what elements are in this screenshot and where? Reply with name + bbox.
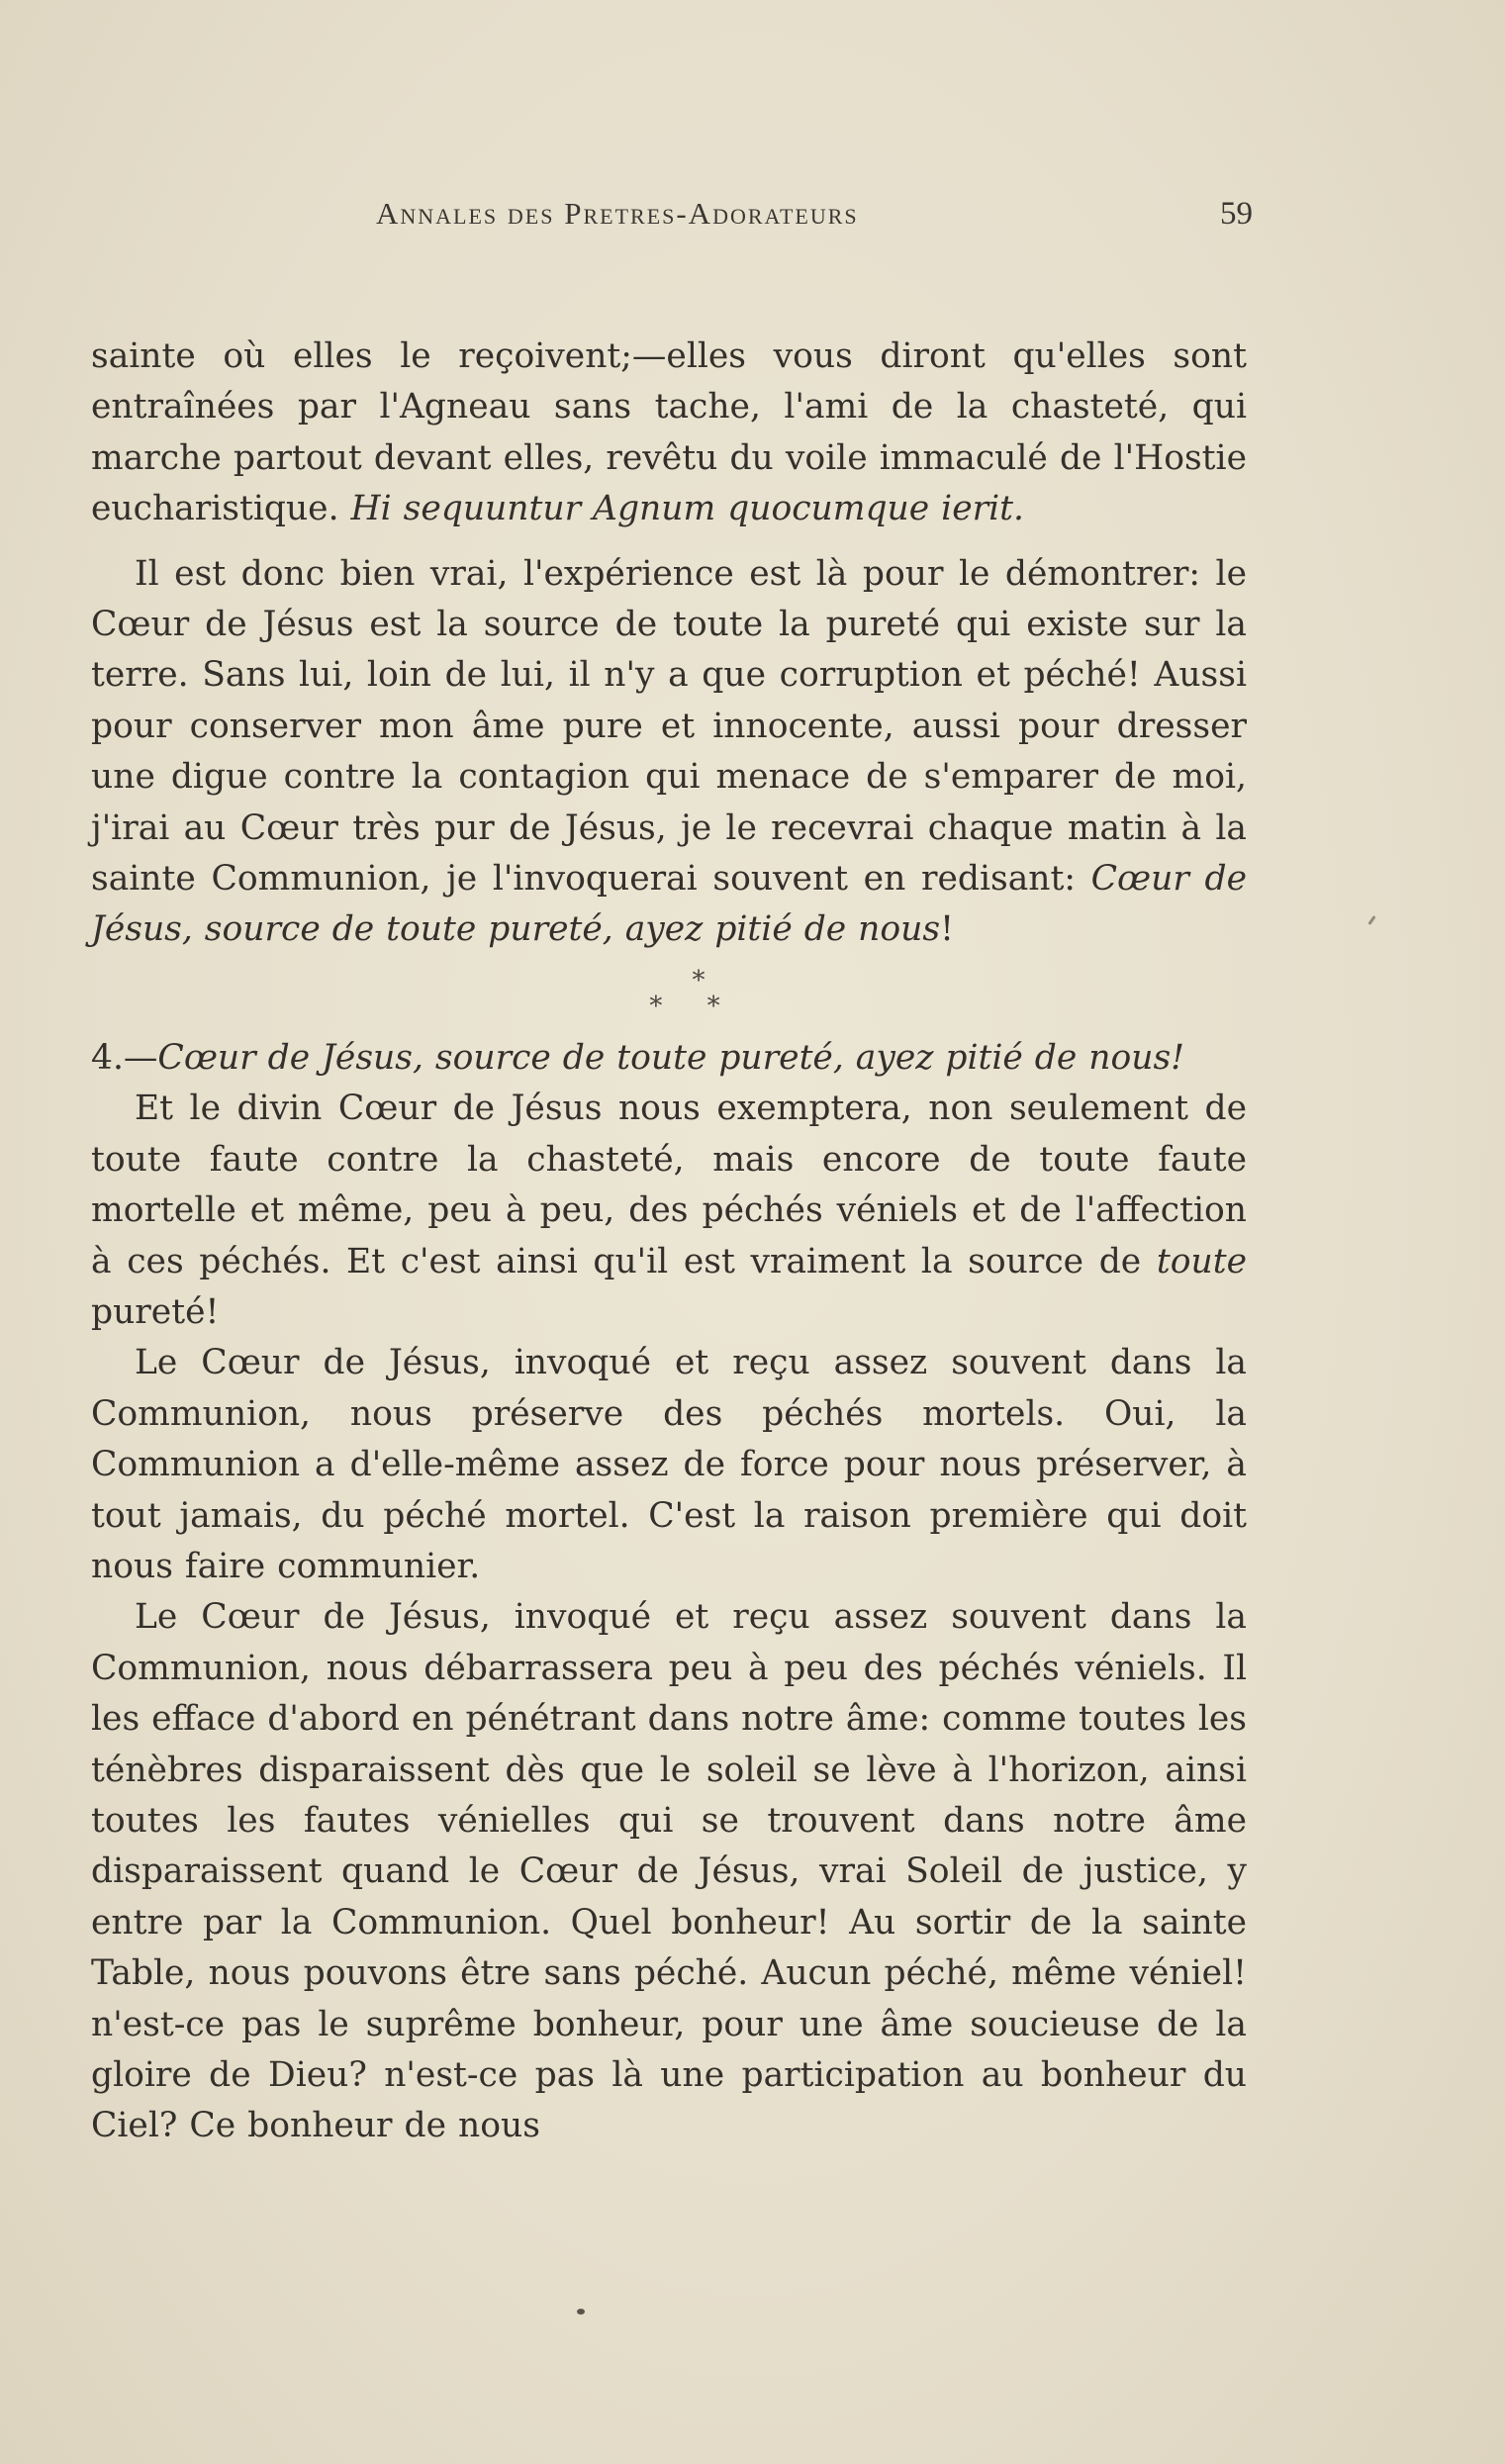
paragraph-5 [91, 1592, 1247, 2151]
section-separator [91, 965, 1247, 1021]
invocation: Cœur de Jésus, source de toute pureté, ayez pitié de nous [91, 859, 1247, 950]
ink-speck [577, 2309, 585, 2315]
latin-quote: Hi sequuntur Agnum quocumque ierit. [350, 489, 1024, 529]
page-body [91, 332, 1247, 2152]
paragraph-3-text-b: pureté! [91, 1291, 220, 1332]
invocation-end: ! [940, 909, 954, 950]
paragraph-5-text: Le Cœur de Jésus, invoqué et reçu assez souvent dans la Communion, nous débarrassera peu à peu des péchés véniels. Il les efface d'abord en pénétrant dans notre âme: comme toutes les ténèbres disparaissent dès que le soleil se lève à l'horizon, ainsi toutes les fautes vénielles qui se trouvent dans notre âme disparaissent quand le Cœur de Jésus, vrai Soleil de justice, y entre par la Communion. Quel bonheur! Au sortir de la sainte Table, nous pouvons être sans péché. Aucun péché, même véniel! n'est-ce pas le suprême bonheur, pour une âme soucieuse de la gloire de Dieu? n'est-ce pas là une participation au bonheur du Ciel? Ce bonheur de nous [91, 1597, 1248, 2146]
paragraph-4-text: Le Cœur de Jésus, invoqué et reçu assez souvent dans la Communion, nous préserve des péchés mortels. Oui, la Communion a d'elle-même assez de force pour nous préserver, à tout jamais, du péché mortel. C'est la raison première qui doit nous faire communier. [91, 1343, 1247, 1586]
paragraph-3 [91, 1084, 1247, 1338]
separator-asterisk-top: * [692, 965, 705, 995]
emphasis-word: toute [1156, 1241, 1247, 1281]
paragraph-3-text-a: Et le divin Cœur de Jésus nous exemptera, non seulement de toute faute contre la chasteté, mais encore de toute faute mortelle et même, peu à peu, des péchés véniels et de l'affection à ces péchés. Et c'est ainsi qu'il est vraiment la source de [91, 1089, 1247, 1281]
paragraph-1-text: sainte où elles le reçoivent;—elles vous diront qu'elles sont entraînées par l'Agneau sans tache, l'ami de la chasteté, qui marche partout devant elles, revêtu du voile immaculé de l'Hostie eucharistique. [91, 336, 1247, 529]
paragraph-2-text: Il est donc bien vrai, l'expérience est là pour le démontrer: le Cœur de Jésus est la source de toute la pureté qui existe sur la terre. Sans lui, loin de lui, il n'y a que corruption et péché! Aussi pour conserver mon âme pure et innocente, aussi pour dresser une digue contre la contagion qui menace de s'emparer de moi, j'irai au Cœur très pur de Jésus, je le recevrai chaque matin à la sainte Communion, je l'invoquerai souvent en redisant: [91, 553, 1247, 900]
paper-speck [1367, 915, 1375, 925]
page-header [376, 196, 1253, 245]
paragraph-1 [91, 332, 1247, 535]
paragraph-4 [91, 1338, 1247, 1592]
paragraph-2 [91, 549, 1247, 956]
section-heading [91, 1033, 1247, 1084]
running-title: Annales des Pretres-Adorateurs [376, 196, 859, 231]
page-number: 59 [1220, 196, 1253, 232]
separator-asterisks-bottom: * * [649, 991, 738, 1021]
section-title: Cœur de Jésus, source de toute pureté, ayez pitié de nous! [157, 1037, 1185, 1078]
section-number: 4.— [91, 1037, 158, 1078]
